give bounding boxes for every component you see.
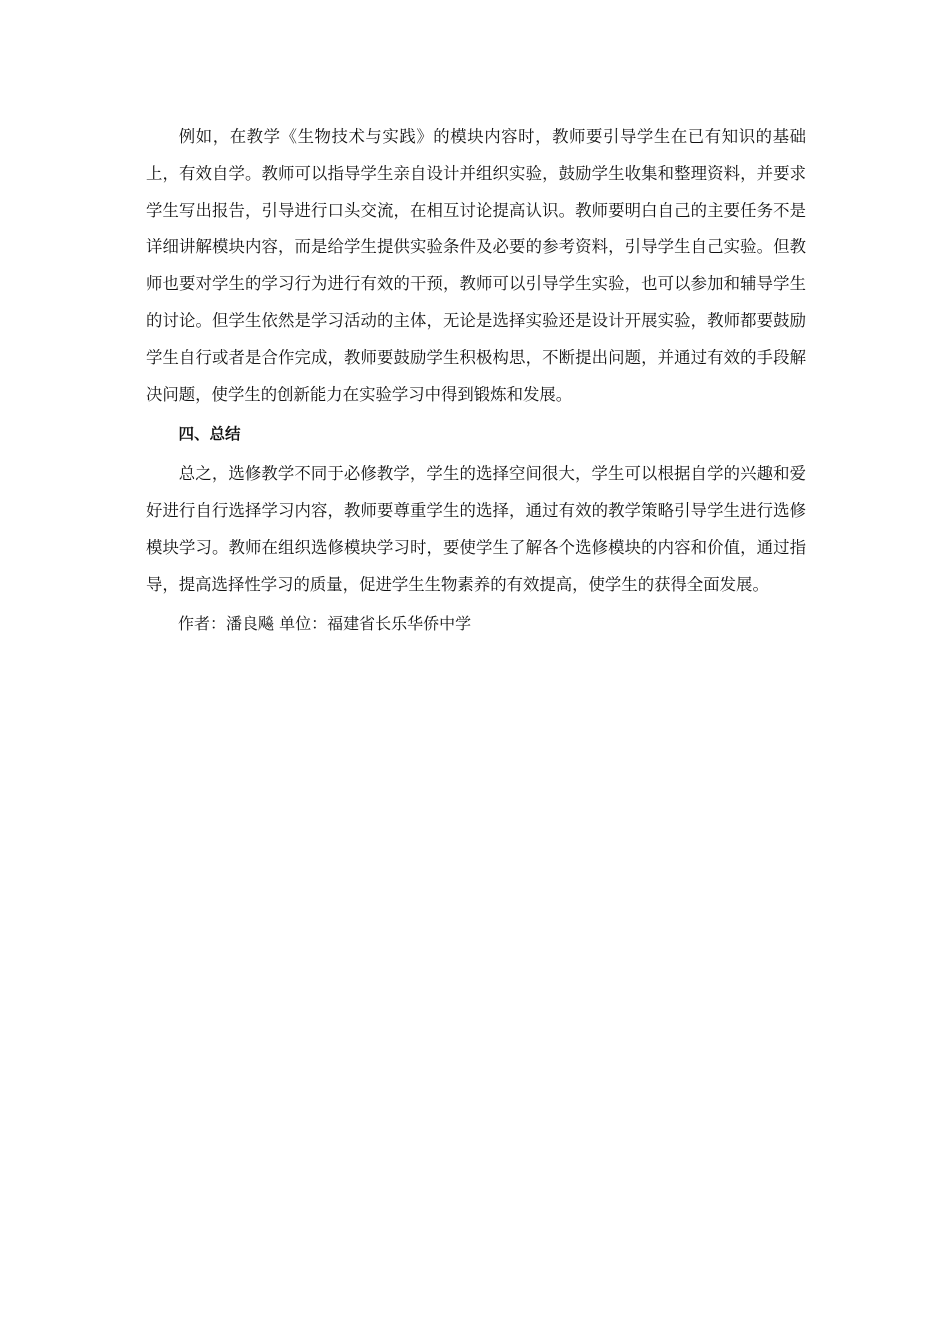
author-affiliation-line: 作者：潘良飚 单位：福建省长乐华侨中学 xyxy=(178,614,472,634)
body-paragraph-practice-example: 例如，在教学《生物技术与实践》的模块内容时，教师要引导学生在已有知识的基础上，有效自学。教师可以指导学生亲自设计并组织实验，鼓励学生收集和整理资料，并要求学生写出报告，引导进行口头交流，在相互讨论提高认识。教师要明白自己的主要任务不是详细讲解模块内容，而是给学生提供实验条件及必要的参考资料，引导学生自己实验。但教师也要对学生的学习行为进行有效的干预，教师可以引导学生实验，也可以参加和辅导学生的讨论。但学生依然是学习活动的主体，无论是选择实验还是设计开展实验，教师都要鼓励学生自行或者是合作完成，教师要鼓励学生积极构思，不断提出问题，并通过有效的手段解决问题，使学生的创新能力在实验学习中得到锻炼和发展。 xyxy=(146,127,806,404)
body-paragraph-summary: 总之，选修教学不同于必修教学，学生的选择空间很大，学生可以根据自学的兴趣和爱好进行自行选择学习内容，教师要尊重学生的选择，通过有效的教学策略引导学生进行选修模块学习。教师在组织选修模块学习时，要使学生了解各个选修模块的内容和价值，通过指导，提高选择性学习的质量，促进学生生物素养的有效提高，使学生的获得全面发展。 xyxy=(146,464,806,594)
section-heading-summary: 四、总结 xyxy=(178,425,241,444)
document-body xyxy=(146,119,806,643)
